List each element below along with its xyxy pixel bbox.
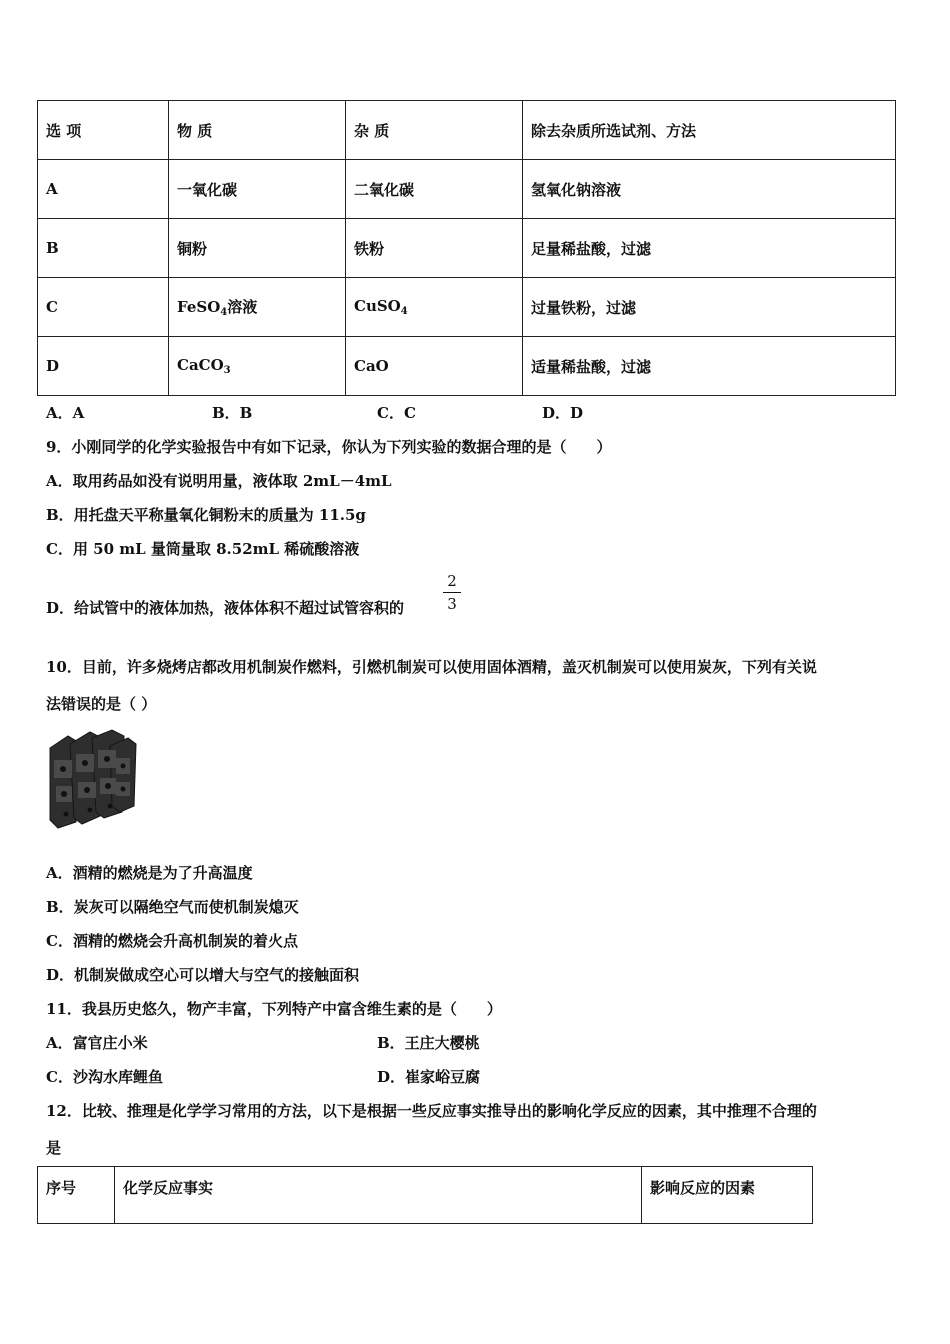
table-row (38, 278, 896, 337)
formula-subscript: 4 (220, 307, 228, 318)
q10-stem-line2: 法错误的是（ ） (46, 695, 157, 713)
header-factor: 影响反应的因素 (642, 1167, 813, 1224)
fraction-numerator: 2 (447, 572, 457, 590)
q8-option-b[interactable]: B．B (212, 404, 253, 422)
formula-tail: 溶液 (227, 298, 258, 316)
q9-option-d[interactable]: D．给试管中的液体加热，液体体积不超过试管容积的 (46, 599, 405, 617)
table-header-row (38, 101, 896, 160)
cell-option: C (38, 278, 169, 337)
formula-main: FeSO (177, 298, 221, 316)
cell-substance (169, 278, 346, 337)
q11-option-b[interactable]: B．王庄大樱桃 (377, 1034, 480, 1052)
q8-option-d[interactable]: D．D (542, 404, 584, 422)
cell-substance: 铜粉 (169, 219, 346, 278)
cell-option: B (38, 219, 169, 278)
table-row (38, 219, 896, 278)
q10-option-c[interactable]: C．酒精的燃烧会升高机制炭的着火点 (46, 932, 298, 950)
cell-impurity: 二氧化碳 (346, 160, 523, 219)
fraction-bar (443, 592, 461, 593)
cell-substance (169, 337, 346, 396)
table-row (38, 160, 896, 219)
q9-option-a[interactable]: A．取用药品如没有说明用量，液体取 2mL－4mL (46, 472, 392, 490)
q9-option-c[interactable]: C．用 50 mL 量筒量取 8.52mL 稀硫酸溶液 (46, 540, 360, 558)
q11-option-a[interactable]: A．富官庄小米 (46, 1034, 148, 1052)
q10-option-d[interactable]: D．机制炭做成空心可以增大与空气的接触面积 (46, 966, 360, 984)
formula-subscript: 4 (400, 306, 408, 317)
charcoal-briquettes-image (46, 726, 138, 830)
header-impurity: 杂 质 (346, 101, 523, 160)
fraction-two-thirds (443, 572, 461, 613)
cell-method: 氢氧化钠溶液 (523, 160, 896, 219)
header-fact: 化学反应事实 (115, 1167, 642, 1224)
q11-option-d[interactable]: D．崔家峪豆腐 (377, 1068, 481, 1086)
header-option: 选 项 (38, 101, 169, 160)
table-header-row (38, 1167, 813, 1224)
formula-main: CuSO (354, 297, 401, 315)
fraction-denominator: 3 (447, 595, 457, 613)
cell-substance: 一氧化碳 (169, 160, 346, 219)
q12-stem-line2: 是 (46, 1139, 62, 1157)
formula-subscript: 3 (223, 365, 231, 376)
table-row (38, 337, 896, 396)
cell-impurity: CaO (346, 337, 523, 396)
header-method: 除去杂质所选试剂、方法 (523, 101, 896, 160)
q10-option-b[interactable]: B．炭灰可以隔绝空气而使机制炭熄灭 (46, 898, 299, 916)
cell-method: 过量铁粉，过滤 (523, 278, 896, 337)
q10-stem-line1: 10．目前，许多烧烤店都改用机制炭作燃料，引燃机制炭可以使用固体酒精，盖灭机制炭可以使用炭灰，下列有关说 (46, 658, 817, 676)
q9-option-b[interactable]: B．用托盘天平称量氧化铜粉末的质量为 11.5g (46, 506, 366, 524)
header-substance: 物 质 (169, 101, 346, 160)
cell-option: D (38, 337, 169, 396)
q12-stem-line1: 12．比较、推理是化学学习常用的方法，以下是根据一些反应事实推导出的影响化学反应的因素，其中推理不合理的 (46, 1102, 817, 1120)
q9-stem: 9．小刚同学的化学实验报告中有如下记录，你认为下列实验的数据合理的是（ ） (46, 438, 612, 456)
q8-option-c[interactable]: C．C (377, 404, 416, 422)
header-number: 序号 (38, 1167, 115, 1224)
cell-impurity (346, 278, 523, 337)
cell-option: A (38, 160, 169, 219)
cell-method: 适量稀盐酸，过滤 (523, 337, 896, 396)
q11-option-c[interactable]: C．沙沟水库鲤鱼 (46, 1068, 163, 1086)
q10-option-a[interactable]: A．酒精的燃烧是为了升高温度 (46, 864, 253, 882)
cell-impurity: 铁粉 (346, 219, 523, 278)
formula-main: CaCO (177, 356, 224, 374)
reaction-factors-table (37, 1166, 813, 1224)
q11-stem: 11．我县历史悠久，物产丰富，下列特产中富含维生素的是（ ） (46, 1000, 502, 1018)
q8-option-a[interactable]: A．A (46, 404, 85, 422)
impurity-removal-table (37, 100, 896, 396)
cell-method: 足量稀盐酸，过滤 (523, 219, 896, 278)
